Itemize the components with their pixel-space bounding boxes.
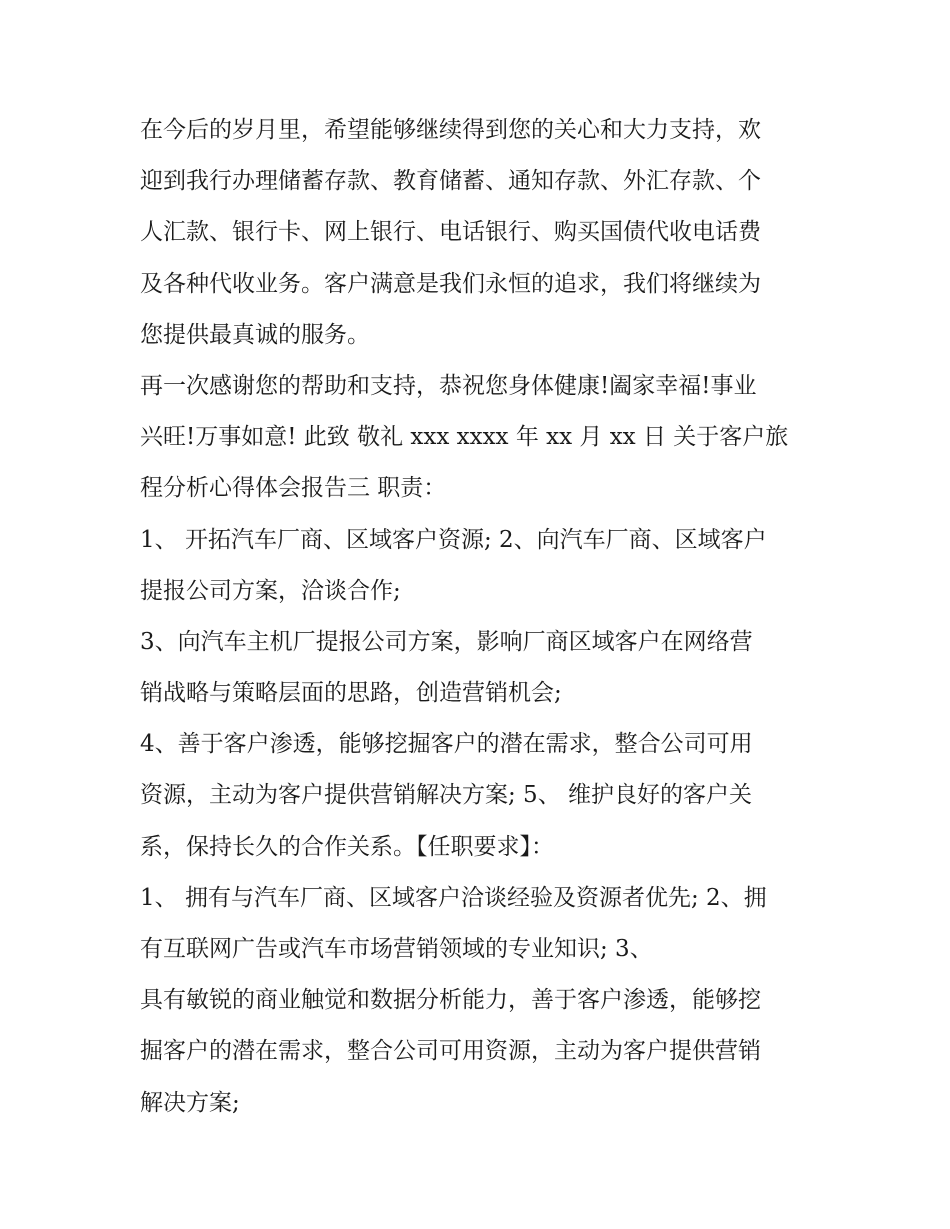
text-line: 有互联网广告或汽车市场营销领域的专业知识; 3、 (140, 936, 653, 962)
text-line: 系，保持长久的合作关系。【任职要求】： (140, 833, 554, 860)
text-line: 在今后的岁月里，希望能够继续得到您的关心和大力支持，欢 (140, 117, 761, 143)
text-line: 再一次感谢您的帮助和支持，恭祝您身体健康!阖家幸福!事业 (140, 372, 757, 399)
text-line: 程分析心得体会报告三 职责： (140, 475, 447, 502)
text-line: 1、 开拓汽车厂商、区域客户资源; 2、向汽车厂商、区域客户 (140, 526, 767, 553)
document-body (140, 105, 820, 1129)
text-line: 兴旺!万事如意! 此致 敬礼 xxx xxxx 年 xx 月 xx 日 关于客户旅 (140, 424, 789, 451)
text-line: 资源，主动为客户提供营销解决方案; 5、 维护良好的客户关 (140, 782, 753, 809)
text-line: 解决方案; (140, 1089, 240, 1116)
text-line: 提报公司方案，洽谈合作; (140, 577, 401, 604)
text-line: 4、善于客户渗透，能够挖掘客户的潜在需求，整合公司可用 (140, 731, 753, 758)
text-line: 及各种代收业务。客户满意是我们永恒的追求，我们将继续为 (140, 270, 761, 297)
text-line: 1、 拥有与汽车厂商、区域客户洽谈经验及资源者优先; 2、拥 (140, 884, 767, 911)
text-line: 您提供最真诚的服务。 (140, 321, 370, 348)
text-line: 销战略与策略层面的思路，创造营销机会; (140, 680, 562, 707)
text-line: 3、向汽车主机厂提报公司方案，影响厂商区域客户在网络营 (140, 628, 753, 655)
text-line: 迎到我行办理储蓄存款、教育储蓄、通知存款、外汇存款、个 (140, 168, 761, 195)
text-line: 人汇款、银行卡、网上银行、电话银行、购买国债代收电话费 (140, 219, 761, 246)
text-line: 具有敏锐的商业触觉和数据分析能力，善于客户渗透，能够挖 (140, 987, 761, 1014)
text-line: 掘客户的潜在需求，整合公司可用资源，主动为客户提供营销 (140, 1038, 761, 1065)
